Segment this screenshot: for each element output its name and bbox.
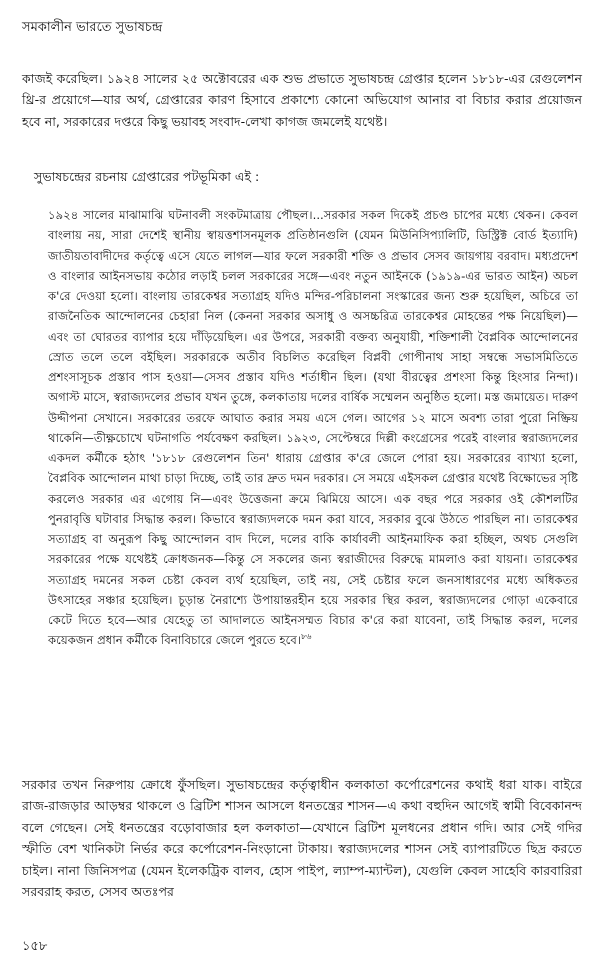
block-quote: [48, 205, 578, 651]
paragraph-arrest: কাজই করেছিল। ১৯২৪ সালের ২৫ অক্টোবরের এক শুভ প্রভাতে সুভাষচন্দ্র গ্রেপ্তার হলেন ১৮১৮-এর রেগুলেশন থ্রি-র প্রয়োগে—যার অর্থ, গ্রেপ্তারের কারণ হিসাবে প্রকাশ্যে কোনো অভিযোগ আনার বা বিচার করার প্রয়োজন হবে না, সরকারের দপ্তরে কিছু ভয়াবহ সংবাদ-লেখা কাগজ জমলেই যথেষ্ট।: [22, 71, 582, 129]
block-quote-text: ১৯২৪ সালের মাঝামাঝি ঘটনাবলী সংকটমাত্রায় পৌছল।...সরকার সকল দিকেই প্রচণ্ড চাপের মধ্যে থেকন। কেবল বাংলায় নয়, সারা দেশেই স্থানীয় স্বায়ত্তশাসনমূলক প্রতিষ্ঠানগুলি (যেমন মিউনিসিপ্যালিটি, ডিস্ট্রিক্ট বোর্ড ইত্যাদি) জাতীয়তাবাদীদের কর্তৃত্বে এসে যেতে লাগল—যার ফলে সরকারী শক্তি ও প্রভাব সেসব জায়গায় বরবাদ। মধ্যপ্রদেশ ও বাংলার আইনসভায় কঠোর লড়াই চলল সরকারের সঙ্গে—এবং নতুন আইনকে (১৯১৯-এর ভারত আইন) অচল ক'রে দেওয়া হলো। বাংলায় তারকেশ্বর সত্যাগ্রহ যদিও মন্দির-পরিচালনা সংস্কারের জন্য শুরু হয়েছিল, অচিরে তা রাজনৈতিক আন্দোলনের চেহারা নিল (কেননা সরকার অসাধু ও অসচ্চরিত্র তারকেশ্বর মোহন্তের পক্ষ নিয়েছিল)—এবং তা ঘোরতর ব্যাপার হয়ে দাঁড়িয়েছিল। এর উপরে, সরকারী বক্তব্য অনুযায়ী, শক্তিশালী বৈপ্লবিক আন্দোলনের স্রোত তলে তলে বইছিল। সরকারকে অতীব বিচলিত করেছিল বিপ্লবী গোপীনাথ সাহা সম্বন্ধে সভাসমিতিতে প্রশংসাসূচক প্রস্তাব পাস হওয়া—সেসব প্রস্তাব যদিও শর্তাধীন ছিল। (যথা বীরত্বের প্রশংসা কিন্তু হিংসার নিন্দা)। অগাস্ট মাসে, স্বরাজ্যদলের প্রভাব যখন তুঙ্গে, কলকাতায় দলের বার্ষিক সম্মেলন অনুষ্ঠিত হলো। মস্ত জমায়েত। দারুণ উদ্দীপনা সেখানে। সরকারের তরফে আঘাত করার সময় এসে গেল। আগের ১২ মাসে অবশ্য তারা পুরো নিষ্ক্রিয় থাকেনি—তীক্ষ্ণচোখে ঘটনাগতি পর্যবেক্ষণ করছিল। ১৯২৩, সেপ্টেম্বরে দিল্লী কংগ্রেসের পরেই বাংলার স্বরাজ্যদলের একদল কর্মীকে হঠাৎ '১৮১৮ রেগুলেশন তিন' ধারায় গ্রেপ্তার ক'রে জেলে পোরা হয়। সরকারের ব্যাখ্যা হলো, বৈপ্লবিক আন্দোলন মাথা চাড়া দিচ্ছে, তাই তার দ্রুত দমন দরকার। সে সময়ে এইসকল গ্রেপ্তার যথেষ্ট বিক্ষোভের সৃষ্টি করলেও সরকার এর এগোয় নি—এবং উত্তেজনা ক্রমে ঝিমিয়ে আসে। এক বছর পরে সরকার ওই কৌশলটির পুনরাবৃত্তি ঘটাবার সিদ্ধান্ত করল। কিভাবে স্বরাজ্যদলকে দমন করা যাবে, সরকার বুঝে উঠতে পারছিল না। তারকেশ্বর সত্যাগ্রহ বা অনুরূপ কিছু আন্দোলন বাদ দিলে, দলের বাকি কার্যাবলী আইনমাফিক করা হচ্ছিল, অথচ সেগুলি সরকারের পক্ষে যথেষ্টই ক্রোধজনক—কিন্তু সে সকলের জন্য স্বরাজীদের বিরুদ্ধে মামলাও করা যায়না। তারকেশ্বর সত্যাগ্রহ দমনের সকল চেষ্টা কেবল ব্যর্থ হয়েছিল, তাই নয়, সেই চেষ্টার ফলে জনসাধারণের মধ্যে অধিকতর উৎসাহের সঞ্চার হয়েছিল। চূড়ান্ত নৈরাশ্যে উপায়ান্তরহীন হয়ে সরকার স্থির করল, স্বরাজ্যদলের গোড়া একেবারে কেটে দিতে হবে—আর যেহেতু তা আদালতে আইনসম্মত বিচার ক'রে করা যাবেনা, তাই সিদ্ধান্ত করল, দলের কয়েকজন প্রধান কর্মীকে বিনাবিচারে জেলে পুরতে হবে।: [48, 208, 578, 648]
page-number: ১৫৮: [22, 939, 48, 954]
paragraph-corporation: সরকার তখন নিরুপায় ক্রোধে ফুঁসছিল। সুভাষচন্দ্রের কর্তৃত্বাধীন কলকাতা কর্পোরেশনের কথাই ধরা যাক। বাইরে রাজ-রাজড়ার আড়ম্বর থাকলে ও ব্রিটিশ শাসন আসলে ধনতন্ত্রের শাসন—এ কথা বহুদিন আগেই স্বামী বিবেকানন্দ বলে গেছেন। সেই ধনতন্ত্রের বড়োবাজার হল কলকাতা—যেখানে ব্রিটিশ মূলধনের প্রধান গদি। আর সেই গদির স্ফীতি বেশ খানিকটা নির্ভর করে কর্পোরেশন-নিংড়ানো টাকায়। স্বরাজ্যদলের শাসন সেই ব্যাপারটিতে ছিদ্র করতে চাইল। নানা জিনিসপত্র (যেমন ইলেকট্রিক বালব, হোস পাইপ, ল্যাম্প-ম্যান্টল), যেগুলি কেবল সাহেবি কারবারিরা সরবরাহ করত, সেসব অতঃপর: [22, 777, 582, 900]
running-header: সমকালীন ভারতে সুভাষচন্দ্র: [22, 20, 163, 35]
paragraph-background-intro: সুভাষচন্দ্রের রচনায় গ্রেপ্তারের পটভূমিকা এই :: [34, 169, 260, 184]
footnote-marker: ৮৬: [301, 632, 312, 642]
